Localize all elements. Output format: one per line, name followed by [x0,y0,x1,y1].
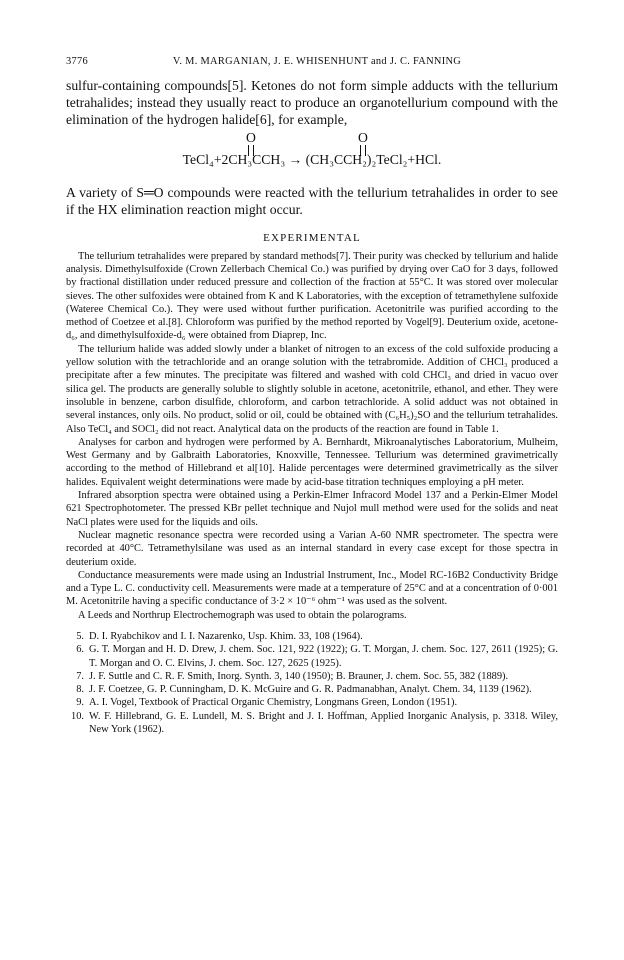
reference-text: W. F. Hillebrand, G. E. Lundell, M. S. Bright and J. I. Hoffman, Applied Inorganic Analysis, p. 3318. Wiley, New York (1962). [89,710,558,736]
carbonyl-oxygen-label-product: O [358,130,368,145]
experimental-paragraph: The tellurium tetrahalides were prepared by standard methods[7]. Their purity was checked by tellurium and halide analysis. Dimethylsulfoxide (Crown Zellerbach Chemical Co.) was purified by drying over CaO for 3 days, followed by fractional distillation under reduced pressure and collection of the fraction at 55°C. It was stored over molecular sieves. The other sulfoxides were obtained from K and K Laboratories, with the exception of tetramethylene sulfoxide (Wateree Chemical Co.). They were used without further purification. Acetonitrile was purified according to the method of Coetzee et al.[8]. Chloroform was purified by the method reported by Vogel[9]. Deuterium oxide, acetone-d₆, and dimethylsulfoxide-d₆ were obtained from Diaprep, Inc. [66,250,558,342]
reference-item [66,710,558,737]
reference-text: G. T. Morgan and H. D. Drew, J. chem. Soc. 121, 922 (1922); G. T. Morgan, J. chem. Soc. 127, 2611 (1925); G. T. Morgan and O. C. Elvins, J. chem. Soc. 127, 2625 (1925). [89,644,558,669]
reference-item [66,683,558,696]
reference-number: 6. [76,644,84,656]
reference-number: 8. [76,684,84,696]
reference-list [66,630,558,736]
reference-item [66,643,558,670]
intro-paragraph-2: A variety of S═O compounds were reacted with the tellurium tetrahalides in order to see if the HX elimination reaction might occur. [66,185,558,217]
experimental-paragraph: A Leeds and Northrup Electrochemograph was used to obtain the polarograms. [78,609,407,621]
reference-number: 7. [76,670,84,682]
reference-item [66,696,558,709]
running-head [66,56,558,67]
reference-number: 5. [76,631,84,642]
running-head-authors: V. M. MARGANIAN, J. E. WHISENHUNT and J. C. FANNING [172,56,462,67]
experimental-paragraph: The tellurium halide was added slowly under a blanket of nitrogen to an excess of the cold sulfoxide producing a yellow solution with the tetrachloride and an orange solution with the tetrabromide. Addition of CHCl₃ produced a precipitate after a few minutes. The precipitate was filtered and washed with cold CHCl₃ and dried in vacuo over silica gel. The products are generally soluble to slightly soluble in acetone, acetonitrile, ethanol, and ether. They were insoluble in benzene, carbon disulfide, chloroform, and carbon tetrachloride. A solid adduct was not obtained in several instances, only oils. No product, solid or oil, could be obtained with (C₆H₅)₂SO and the tellurium tetrahalides. Also TeCl₄ and SOCl₂ did not react. Analytical data on the products of the reaction are found in Table 1. [66,343,558,435]
reference-item [66,670,558,683]
intro-paragraph-1: sulfur-containing compounds[5]. Ketones do not form simple adducts with the tellurium tetrahalides; instead they usually react to produce an organotellurium compound with the elimination of the hydrogen halide[6], for example, [66,78,558,127]
page-number: 3776 [66,56,88,67]
reference-text: A. I. Vogel, Textbook of Practical Organic Chemistry, Longmans Green, London (1951). [89,697,458,709]
experimental-paragraph: Nuclear magnetic resonance spectra were recorded using a Varian A-60 NMR spectrometer. The spectra were recorded at 40°C. Tetramethylsilane was used as an internal standard in every case except for those spectra in deuterium oxide. [66,529,558,568]
equation-text: TeCl₄+2CH₃CCH₃ → (CH₃CCH₂)₂TeCl₂+HCl. [182,152,442,167]
reaction-equation [66,130,558,180]
reference-text: J. F. Suttle and C. R. F. Smith, Inorg. Synth. 3, 140 (1950); B. Brauner, J. chem. Soc. 55, 382 (1889). [89,670,509,682]
reference-number: 9. [76,697,84,709]
reference-text: J. F. Coetzee, G. P. Cunningham, D. K. McGuire and G. R. Padmanabhan, Analyt. Chem. 34, 1139 (1962). [89,684,532,696]
reference-number: 10. [71,710,84,722]
journal-page [66,56,558,736]
reference-text: D. I. Ryabchikov and I. I. Nazarenko, Usp. Khim. 33, 108 (1964). [89,631,363,642]
experimental-paragraph: Conductance measurements were made using an Industrial Instrument, Inc., Model RC-16B2 Conductivity Bridge and a Type L. C. conductivity cell. Measurements were made at a temperature of 25°C and at a concentration of 0·001 M. Acetonitrile having a specific conductance of 3·2 × 10⁻⁶ ohm⁻¹ was used as the solvent. [66,569,558,608]
section-heading-experimental: EXPERIMENTAL [263,231,361,244]
experimental-paragraph: Infrared absorption spectra were obtained using a Perkin-Elmer Infracord Model 137 and a Perkin-Elmer Model 621 Spectrophotometer. The pressed KBr pellet technique and Nujol mull method were used for the solids and neat NaCl plates were used for the liquids and oils. [66,490,558,528]
carbonyl-oxygen-label: O [246,130,256,145]
reference-item [66,630,558,643]
experimental-paragraph: Analyses for carbon and hydrogen were performed by A. Bernhardt, Mikroanalytisches Laboratorium, Mulheim, West Germany and by Galbraith Laboratories, Knoxville, Tennessee. Tellurium was determined gravimetrically according to the method of Hillebrand et al[10]. Halide percentages were determined gravimetrically as the silver halides. Equivalent weight determinations were made by acid-base titration techniques employing a pH meter. [66,436,558,488]
experimental-section [66,250,558,622]
